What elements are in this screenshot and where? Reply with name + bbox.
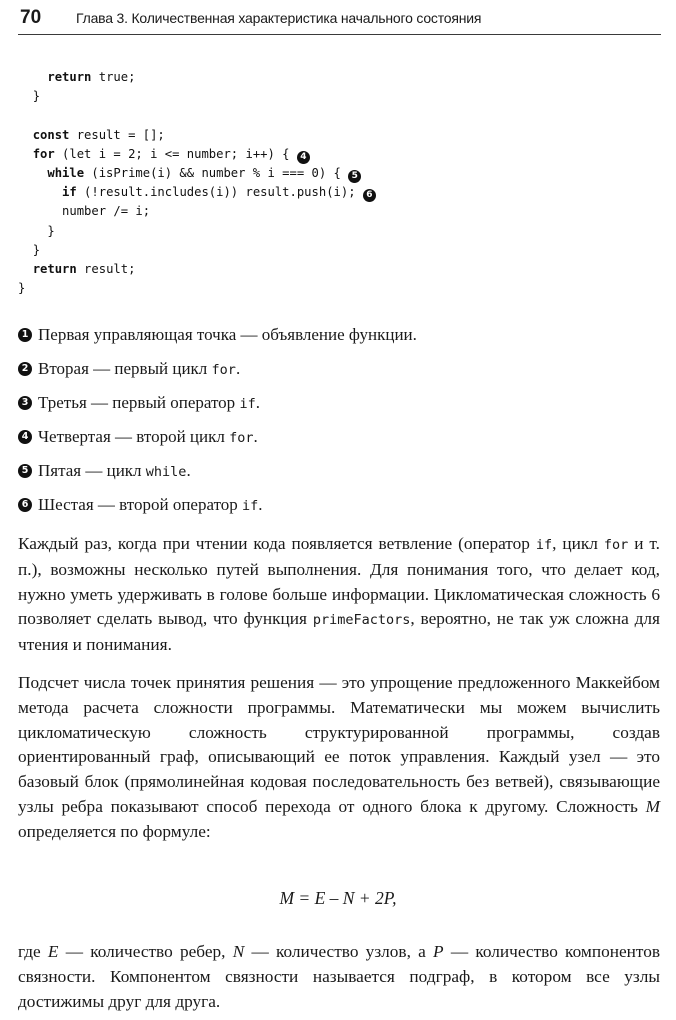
- list-item-text: Третья — первый оператор: [38, 392, 240, 412]
- code-line: }: [47, 223, 55, 238]
- control-points-list: [18, 318, 658, 522]
- inline-code: primeFactors: [312, 612, 411, 629]
- inline-code: for: [603, 537, 629, 553]
- page-header: [18, 0, 661, 35]
- code-keyword: return: [47, 70, 92, 84]
- math-variable: E: [47, 942, 59, 961]
- text-run: , цикл: [552, 534, 604, 553]
- code-line: }: [32, 89, 41, 104]
- code-line: for (let i = 2; i <= number; i++) { 4: [18, 145, 618, 164]
- math-variable: P: [433, 942, 444, 961]
- callout-marker-icon: 5: [348, 170, 361, 183]
- paragraph-mccabe: [18, 671, 660, 845]
- text-run: где: [18, 942, 48, 961]
- code-keyword: if: [62, 185, 77, 200]
- text-run: — количество узлов, а: [244, 942, 434, 961]
- code-line: }: [32, 242, 41, 257]
- code-keyword: while: [47, 165, 85, 180]
- inline-code: for: [211, 361, 236, 378]
- code-line: number /= i;: [62, 204, 151, 219]
- code-line: if (!result.includes(i)) result.push(i); 6: [18, 183, 618, 202]
- list-item: [18, 318, 658, 352]
- inline-code: while: [145, 463, 187, 480]
- list-item: 5 Пятая — цикл while.: [18, 454, 658, 488]
- text-run: и т. п.), возможны несколько путей выполнения. Для понимания того, что делает код, нужно уметь удерживать в голове больше информации. Цикломатическая сложность 6 позволяет сделать вывод, что функция: [18, 534, 661, 629]
- list-item-text: Пятая — цикл: [38, 460, 146, 480]
- code-line: const result = [];: [32, 127, 165, 142]
- code-block: [18, 68, 618, 298]
- paragraph-definitions: [18, 940, 660, 1014]
- callout-marker-icon: 6: [18, 498, 32, 512]
- list-item: 2 Вторая — первый цикл for.: [18, 352, 658, 386]
- callout-marker-icon: 4: [18, 430, 32, 444]
- code-line: [18, 106, 618, 125]
- text-run: определяется по формуле:: [18, 821, 211, 841]
- callout-marker-icon: 1: [18, 328, 32, 342]
- list-item-text: Четвертая — второй цикл: [38, 426, 230, 446]
- code-line: while (isPrime(i) && number % i === 0) { 5: [18, 164, 618, 183]
- code-keyword: return: [32, 261, 77, 276]
- code-line: return true;: [47, 70, 136, 84]
- text-run: — количество ребер,: [58, 942, 233, 961]
- list-item-text: Вторая — первый цикл: [38, 358, 212, 378]
- callout-marker-icon: 4: [297, 151, 310, 164]
- callout-marker-icon: 5: [18, 464, 32, 478]
- complexity-formula: M = E – N + 2P,: [279, 888, 397, 908]
- callout-marker-icon: 3: [18, 396, 32, 410]
- text-run: Каждый раз, когда при чтении кода появляется ветвление (оператор: [18, 534, 536, 553]
- inline-code: if: [239, 395, 256, 412]
- callout-marker-icon: 6: [363, 189, 376, 202]
- code-line: return result;: [32, 261, 136, 276]
- code-keyword: for: [32, 146, 55, 161]
- math-variable: M: [645, 796, 660, 816]
- text-run: — количество компонентов связности. Компонентом связности называется подграф, в котором все узлы достижимы друг для друга.: [18, 942, 661, 1011]
- list-item: 3 Третья — первый оператор if.: [18, 386, 658, 420]
- text-run: , вероятно, не так уж сложна для чтения и понимания.: [18, 609, 660, 655]
- text-run: Подсчет числа точек принятия решения — это упрощение предложенного Маккейбом метода расчета сложности программы. Математически мы можем вычислить цикломатическую сложность структурированной программы, создав ориентированный граф, описывающий ее поток управления. Каждый узел — это базовый блок (прямолинейная кодовая последовательность без ветвей), связывающие узлы ребра показывают способ перехода от одного блока к другому. Сложность: [18, 673, 660, 816]
- chapter-title: Глава 3. Количественная характеристика начального состояния: [76, 10, 482, 26]
- inline-code: for: [229, 429, 254, 446]
- list-item: 6 Шестая — второй оператор if.: [18, 488, 658, 522]
- code-keyword: const: [32, 127, 70, 142]
- inline-code: if: [535, 537, 553, 553]
- code-line: }: [18, 281, 26, 296]
- list-item-text: Первая управляющая точка — объявление функции.: [38, 324, 417, 344]
- callout-marker-icon: 2: [18, 362, 32, 376]
- list-item: 4 Четвертая — второй цикл for.: [18, 420, 658, 454]
- list-item-text: Шестая — второй оператор: [38, 494, 243, 514]
- math-variable: N: [232, 942, 245, 961]
- inline-code: if: [242, 497, 259, 514]
- page-number: 70: [20, 7, 42, 28]
- paragraph-branching: [18, 532, 660, 658]
